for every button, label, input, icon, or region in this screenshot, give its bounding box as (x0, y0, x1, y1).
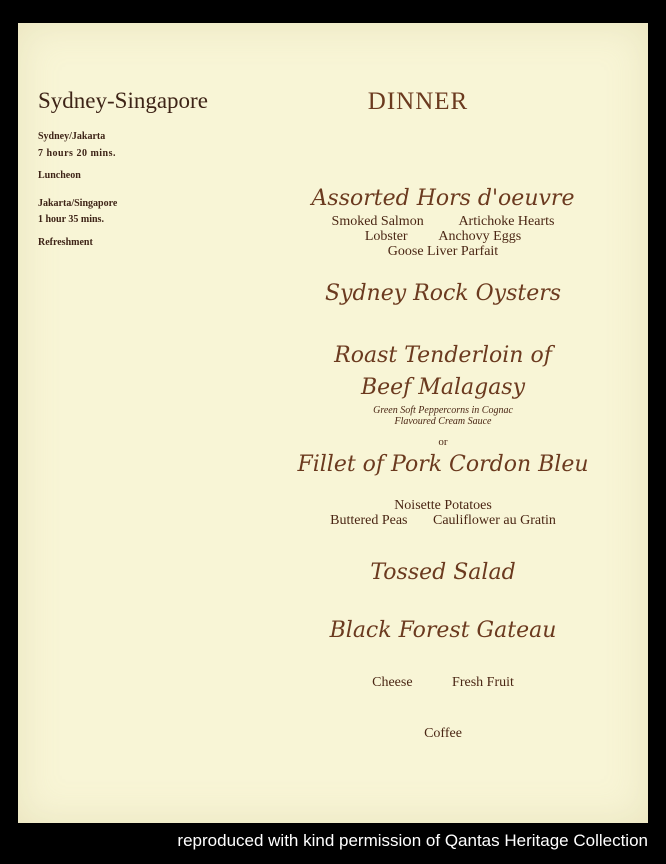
hors-doeuvre-item: Lobster (364, 229, 408, 244)
hors-doeuvre-item: Smoked Salmon (331, 214, 424, 229)
leg-1-service: Luncheon (38, 170, 81, 181)
sauce-line-2: Flavoured Cream Sauce (394, 416, 492, 427)
leg-2-sector: Jakarta/Singapore (38, 198, 118, 209)
fruit-item: Fresh Fruit (452, 675, 514, 690)
heritage-caption: reproduced with kind permission of Qantas Heritage Collection (177, 831, 648, 850)
menu-heading: DINNER (367, 88, 469, 115)
leg-1-duration: 7 hours 20 mins. (38, 148, 117, 159)
or-separator: or (438, 436, 448, 448)
leg-2-service: Refreshment (38, 237, 93, 248)
salad-title: Tossed Salad (370, 560, 516, 585)
cheese-item: Cheese (372, 675, 413, 690)
menu-page (18, 23, 648, 823)
hors-doeuvre-row-2 (268, 229, 618, 245)
leg-1-sector: Sydney/Jakarta (38, 131, 106, 142)
hors-doeuvre-row-3: Goose Liver Parfait (387, 244, 499, 259)
main-course-line-2: Beef Malagasy (360, 375, 526, 400)
route-title: Sydney-Singapore (38, 88, 208, 113)
hors-doeuvre-item: Anchovy Eggs (438, 229, 522, 244)
cheese-fruit-row (268, 675, 618, 691)
oysters-title: Sydney Rock Oysters (324, 281, 562, 306)
hors-doeuvre-title: Assorted Hors d'oeuvre (311, 186, 575, 211)
hors-doeuvre-row-1 (268, 214, 618, 230)
side-cauliflower: Cauliflower au Gratin (433, 513, 556, 528)
leg-2-duration: 1 hour 35 mins. (38, 214, 104, 225)
sides-row (268, 513, 618, 529)
sauce-line-1: Green Soft Peppercorns in Cognac (373, 405, 513, 416)
alternative-main-course: Fillet of Pork Cordon Bleu (297, 452, 589, 477)
hors-doeuvre-item: Artichoke Hearts (458, 214, 555, 229)
side-peas: Buttered Peas (330, 513, 408, 528)
dessert-title: Black Forest Gateau (329, 618, 557, 643)
coffee-item: Coffee (424, 726, 462, 741)
main-course-line-1: Roast Tenderloin of (334, 343, 552, 368)
side-potatoes: Noisette Potatoes (394, 498, 492, 513)
